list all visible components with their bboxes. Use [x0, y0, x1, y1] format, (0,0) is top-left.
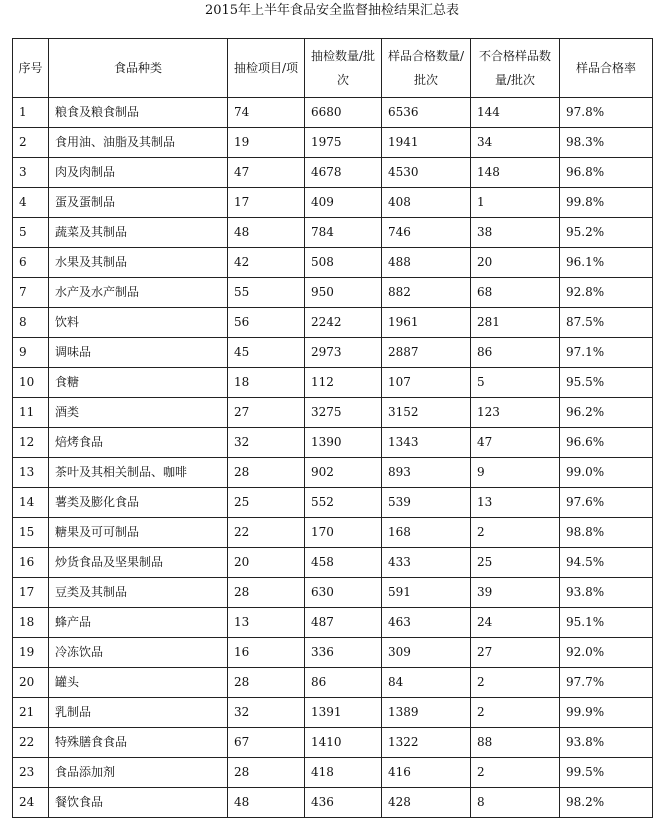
cell-unqualified-quantity: 148 — [471, 158, 560, 188]
cell-pass-rate: 94.5% — [560, 548, 653, 578]
cell-pass-rate: 96.1% — [560, 248, 653, 278]
cell-food-category: 调味品 — [49, 338, 228, 368]
cell-unqualified-quantity: 2 — [471, 668, 560, 698]
cell-food-category: 冷冻饮品 — [49, 638, 228, 668]
cell-inspection-items: 20 — [228, 548, 305, 578]
cell-serial-number: 2 — [13, 128, 49, 158]
cell-pass-rate: 96.6% — [560, 428, 653, 458]
cell-food-category: 餐饮食品 — [49, 788, 228, 818]
table-row — [13, 368, 653, 398]
cell-sample-quantity: 6680 — [305, 98, 382, 128]
cell-qualified-quantity: 1389 — [382, 698, 471, 728]
cell-food-category: 特殊膳食食品 — [49, 728, 228, 758]
cell-sample-quantity: 1975 — [305, 128, 382, 158]
header-pass-rate: 样品合格率 — [560, 39, 653, 98]
cell-pass-rate: 99.5% — [560, 758, 653, 788]
cell-sample-quantity: 508 — [305, 248, 382, 278]
cell-unqualified-quantity: 2 — [471, 518, 560, 548]
cell-food-category: 薯类及膨化食品 — [49, 488, 228, 518]
cell-pass-rate: 93.8% — [560, 728, 653, 758]
cell-qualified-quantity: 591 — [382, 578, 471, 608]
table-row — [13, 278, 653, 308]
cell-inspection-items: 45 — [228, 338, 305, 368]
cell-qualified-quantity: 416 — [382, 758, 471, 788]
cell-qualified-quantity: 3152 — [382, 398, 471, 428]
cell-pass-rate: 99.9% — [560, 698, 653, 728]
cell-food-category: 酒类 — [49, 398, 228, 428]
cell-inspection-items: 18 — [228, 368, 305, 398]
cell-pass-rate: 92.0% — [560, 638, 653, 668]
cell-inspection-items: 28 — [228, 458, 305, 488]
cell-sample-quantity: 1391 — [305, 698, 382, 728]
cell-serial-number: 9 — [13, 338, 49, 368]
cell-food-category: 饮料 — [49, 308, 228, 338]
cell-unqualified-quantity: 88 — [471, 728, 560, 758]
cell-pass-rate: 99.8% — [560, 188, 653, 218]
cell-inspection-items: 48 — [228, 788, 305, 818]
cell-sample-quantity: 4678 — [305, 158, 382, 188]
cell-food-category: 食用油、油脂及其制品 — [49, 128, 228, 158]
cell-unqualified-quantity: 9 — [471, 458, 560, 488]
cell-pass-rate: 95.1% — [560, 608, 653, 638]
cell-qualified-quantity: 4530 — [382, 158, 471, 188]
cell-pass-rate: 92.8% — [560, 278, 653, 308]
cell-pass-rate: 97.7% — [560, 668, 653, 698]
cell-food-category: 水产及水产制品 — [49, 278, 228, 308]
cell-qualified-quantity: 2887 — [382, 338, 471, 368]
cell-pass-rate: 95.2% — [560, 218, 653, 248]
cell-sample-quantity: 86 — [305, 668, 382, 698]
cell-inspection-items: 32 — [228, 698, 305, 728]
cell-sample-quantity: 1390 — [305, 428, 382, 458]
cell-serial-number: 6 — [13, 248, 49, 278]
table-row — [13, 188, 653, 218]
cell-qualified-quantity: 433 — [382, 548, 471, 578]
cell-sample-quantity: 1410 — [305, 728, 382, 758]
cell-sample-quantity: 409 — [305, 188, 382, 218]
table-row — [13, 638, 653, 668]
cell-sample-quantity: 3275 — [305, 398, 382, 428]
cell-qualified-quantity: 107 — [382, 368, 471, 398]
cell-qualified-quantity: 1322 — [382, 728, 471, 758]
cell-sample-quantity: 170 — [305, 518, 382, 548]
cell-unqualified-quantity: 25 — [471, 548, 560, 578]
cell-serial-number: 12 — [13, 428, 49, 458]
cell-inspection-items: 47 — [228, 158, 305, 188]
cell-inspection-items: 27 — [228, 398, 305, 428]
cell-inspection-items: 55 — [228, 278, 305, 308]
cell-sample-quantity: 112 — [305, 368, 382, 398]
cell-food-category: 炒货食品及坚果制品 — [49, 548, 228, 578]
cell-sample-quantity: 2242 — [305, 308, 382, 338]
cell-unqualified-quantity: 68 — [471, 278, 560, 308]
cell-food-category: 焙烤食品 — [49, 428, 228, 458]
table-row — [13, 548, 653, 578]
cell-serial-number: 3 — [13, 158, 49, 188]
cell-sample-quantity: 458 — [305, 548, 382, 578]
cell-pass-rate: 97.8% — [560, 98, 653, 128]
cell-pass-rate: 87.5% — [560, 308, 653, 338]
cell-sample-quantity: 630 — [305, 578, 382, 608]
cell-pass-rate: 98.2% — [560, 788, 653, 818]
cell-serial-number: 4 — [13, 188, 49, 218]
cell-unqualified-quantity: 27 — [471, 638, 560, 668]
cell-qualified-quantity: 168 — [382, 518, 471, 548]
cell-food-category: 肉及肉制品 — [49, 158, 228, 188]
table-row — [13, 98, 653, 128]
cell-inspection-items: 32 — [228, 428, 305, 458]
cell-serial-number: 18 — [13, 608, 49, 638]
table-row — [13, 788, 653, 818]
cell-inspection-items: 56 — [228, 308, 305, 338]
table-row — [13, 758, 653, 788]
cell-qualified-quantity: 84 — [382, 668, 471, 698]
cell-sample-quantity: 436 — [305, 788, 382, 818]
cell-unqualified-quantity: 38 — [471, 218, 560, 248]
cell-unqualified-quantity: 86 — [471, 338, 560, 368]
table-row — [13, 398, 653, 428]
cell-qualified-quantity: 882 — [382, 278, 471, 308]
summary-table — [12, 38, 653, 818]
cell-qualified-quantity: 539 — [382, 488, 471, 518]
cell-food-category: 蔬菜及其制品 — [49, 218, 228, 248]
cell-unqualified-quantity: 123 — [471, 398, 560, 428]
cell-food-category: 茶叶及其相关制品、咖啡 — [49, 458, 228, 488]
cell-sample-quantity: 418 — [305, 758, 382, 788]
cell-unqualified-quantity: 5 — [471, 368, 560, 398]
cell-serial-number: 14 — [13, 488, 49, 518]
cell-serial-number: 11 — [13, 398, 49, 428]
table-row — [13, 668, 653, 698]
table-row — [13, 608, 653, 638]
cell-serial-number: 5 — [13, 218, 49, 248]
cell-sample-quantity: 902 — [305, 458, 382, 488]
cell-food-category: 水果及其制品 — [49, 248, 228, 278]
cell-sample-quantity: 950 — [305, 278, 382, 308]
table-row — [13, 728, 653, 758]
cell-sample-quantity: 487 — [305, 608, 382, 638]
cell-unqualified-quantity: 47 — [471, 428, 560, 458]
cell-serial-number: 24 — [13, 788, 49, 818]
cell-food-category: 食糖 — [49, 368, 228, 398]
cell-pass-rate: 95.5% — [560, 368, 653, 398]
cell-qualified-quantity: 428 — [382, 788, 471, 818]
cell-qualified-quantity: 488 — [382, 248, 471, 278]
cell-serial-number: 13 — [13, 458, 49, 488]
cell-pass-rate: 97.6% — [560, 488, 653, 518]
cell-sample-quantity: 784 — [305, 218, 382, 248]
table-row — [13, 488, 653, 518]
table-header — [13, 39, 653, 98]
cell-inspection-items: 74 — [228, 98, 305, 128]
cell-inspection-items: 13 — [228, 608, 305, 638]
cell-serial-number: 7 — [13, 278, 49, 308]
cell-inspection-items: 17 — [228, 188, 305, 218]
cell-unqualified-quantity: 1 — [471, 188, 560, 218]
cell-serial-number: 23 — [13, 758, 49, 788]
header-unqualified-quantity: 不合格样品数量/批次 — [471, 39, 560, 98]
table-row — [13, 158, 653, 188]
cell-qualified-quantity: 463 — [382, 608, 471, 638]
cell-unqualified-quantity: 281 — [471, 308, 560, 338]
cell-food-category: 蜂产品 — [49, 608, 228, 638]
cell-qualified-quantity: 1961 — [382, 308, 471, 338]
cell-food-category: 蛋及蛋制品 — [49, 188, 228, 218]
cell-inspection-items: 42 — [228, 248, 305, 278]
cell-pass-rate: 98.8% — [560, 518, 653, 548]
cell-inspection-items: 67 — [228, 728, 305, 758]
cell-food-category: 粮食及粮食制品 — [49, 98, 228, 128]
table-row — [13, 338, 653, 368]
cell-qualified-quantity: 408 — [382, 188, 471, 218]
header-sample-quantity: 抽检数量/批次 — [305, 39, 382, 98]
cell-qualified-quantity: 1941 — [382, 128, 471, 158]
cell-serial-number: 17 — [13, 578, 49, 608]
table-row — [13, 698, 653, 728]
table-row — [13, 428, 653, 458]
header-row — [13, 39, 653, 98]
cell-pass-rate: 96.8% — [560, 158, 653, 188]
cell-food-category: 豆类及其制品 — [49, 578, 228, 608]
table-row — [13, 578, 653, 608]
cell-pass-rate: 93.8% — [560, 578, 653, 608]
cell-inspection-items: 22 — [228, 518, 305, 548]
header-food-category: 食品种类 — [49, 39, 228, 98]
cell-qualified-quantity: 1343 — [382, 428, 471, 458]
cell-unqualified-quantity: 13 — [471, 488, 560, 518]
table-body — [13, 98, 653, 818]
table-row — [13, 458, 653, 488]
cell-serial-number: 20 — [13, 668, 49, 698]
cell-sample-quantity: 336 — [305, 638, 382, 668]
cell-unqualified-quantity: 8 — [471, 788, 560, 818]
table-row — [13, 248, 653, 278]
cell-inspection-items: 28 — [228, 578, 305, 608]
cell-serial-number: 22 — [13, 728, 49, 758]
cell-unqualified-quantity: 39 — [471, 578, 560, 608]
table-row — [13, 218, 653, 248]
cell-inspection-items: 28 — [228, 668, 305, 698]
header-qualified-quantity: 样品合格数量/批次 — [382, 39, 471, 98]
cell-qualified-quantity: 309 — [382, 638, 471, 668]
cell-food-category: 糖果及可可制品 — [49, 518, 228, 548]
cell-pass-rate: 99.0% — [560, 458, 653, 488]
cell-qualified-quantity: 893 — [382, 458, 471, 488]
page-title: 2015年上半年食品安全监督抽检结果汇总表 — [204, 3, 460, 18]
cell-sample-quantity: 552 — [305, 488, 382, 518]
cell-pass-rate: 96.2% — [560, 398, 653, 428]
cell-inspection-items: 19 — [228, 128, 305, 158]
cell-food-category: 罐头 — [49, 668, 228, 698]
cell-unqualified-quantity: 20 — [471, 248, 560, 278]
cell-serial-number: 1 — [13, 98, 49, 128]
cell-unqualified-quantity: 2 — [471, 758, 560, 788]
table-row — [13, 518, 653, 548]
cell-serial-number: 16 — [13, 548, 49, 578]
header-serial-number: 序号 — [13, 39, 49, 98]
cell-pass-rate: 98.3% — [560, 128, 653, 158]
cell-qualified-quantity: 6536 — [382, 98, 471, 128]
cell-inspection-items: 16 — [228, 638, 305, 668]
cell-serial-number: 15 — [13, 518, 49, 548]
cell-inspection-items: 48 — [228, 218, 305, 248]
cell-serial-number: 19 — [13, 638, 49, 668]
header-inspection-items: 抽检项目/项 — [228, 39, 305, 98]
cell-inspection-items: 28 — [228, 758, 305, 788]
cell-serial-number: 21 — [13, 698, 49, 728]
cell-serial-number: 8 — [13, 308, 49, 338]
cell-food-category: 乳制品 — [49, 698, 228, 728]
cell-unqualified-quantity: 24 — [471, 608, 560, 638]
cell-pass-rate: 97.1% — [560, 338, 653, 368]
cell-inspection-items: 25 — [228, 488, 305, 518]
cell-food-category: 食品添加剂 — [49, 758, 228, 788]
cell-serial-number: 10 — [13, 368, 49, 398]
cell-unqualified-quantity: 34 — [471, 128, 560, 158]
cell-unqualified-quantity: 2 — [471, 698, 560, 728]
cell-sample-quantity: 2973 — [305, 338, 382, 368]
table-row — [13, 128, 653, 158]
table-row — [13, 308, 653, 338]
cell-unqualified-quantity: 144 — [471, 98, 560, 128]
cell-qualified-quantity: 746 — [382, 218, 471, 248]
